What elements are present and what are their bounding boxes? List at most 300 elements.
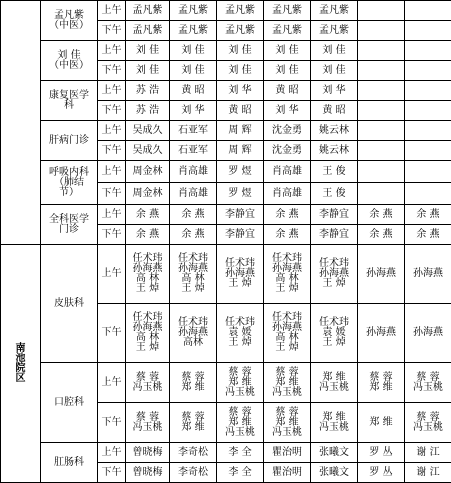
session-label: 上午 — [98, 81, 126, 101]
name-line: 肖高雄 — [264, 167, 310, 177]
name-line: 王 焯 — [217, 338, 263, 348]
doctor-cell — [405, 463, 451, 483]
name-line: 孟凡紫 — [41, 11, 97, 21]
name-line: 苏 浩 — [126, 106, 169, 116]
name-line: 肖高雄 — [170, 189, 216, 199]
doctor-cell — [264, 41, 311, 61]
name-line: 王 焯 — [170, 284, 216, 294]
doctor-cell — [358, 161, 405, 183]
session-label: 上午 — [98, 41, 126, 61]
name-line: 冯玉桃 — [405, 423, 451, 433]
name-line: 刘 佳 — [170, 66, 216, 76]
name-line: 谢 江 — [405, 468, 451, 478]
name-line: 姚云林 — [311, 146, 357, 156]
doctor-cell — [217, 161, 264, 183]
name-line: 孙海燕 — [358, 269, 404, 279]
name-line: 曾晓梅 — [126, 468, 169, 478]
doctor-cell — [217, 141, 264, 161]
name-line: 张曦文 — [311, 468, 357, 478]
name-line: 罗 丛 — [358, 448, 404, 458]
doctor-cell — [217, 183, 264, 205]
schedule-row — [1, 161, 451, 183]
name-line: 黄 昭 — [170, 86, 216, 96]
doctor-cell — [358, 1, 405, 21]
name-line: 孟凡紫 — [126, 26, 169, 36]
doctor-cell — [126, 225, 170, 245]
schedule-row — [1, 1, 451, 21]
name-line: 高 林 — [170, 274, 216, 284]
name-line: 孙海燕 — [405, 328, 451, 338]
name-line: 余 燕 — [405, 230, 451, 240]
name-line: 黄 昭 — [217, 106, 263, 116]
name-line: 刘 华 — [170, 106, 216, 116]
doctor-cell — [170, 205, 217, 225]
name-line: 郑 维 — [311, 373, 357, 383]
name-line: 任术玮 — [217, 259, 263, 269]
name-line: 呼吸内科 — [41, 168, 97, 178]
doctor-cell — [311, 183, 358, 205]
doctor-cell — [405, 41, 451, 61]
department-name — [41, 161, 98, 205]
schedule-row — [1, 81, 451, 101]
session-label: 下午 — [98, 304, 126, 363]
name-line: 王 焯 — [264, 343, 310, 353]
name-line: 余 燕 — [358, 210, 404, 220]
name-line: 冯玉桃 — [311, 383, 357, 393]
doctor-cell — [126, 183, 170, 205]
schedule-row — [1, 41, 451, 61]
doctor-cell — [217, 463, 264, 483]
name-line: 任术玮 — [264, 254, 310, 264]
name-line: （中医） — [41, 61, 97, 71]
name-line: 孙海燕 — [264, 323, 310, 333]
name-line: 刘 华 — [311, 86, 357, 96]
doctor-cell — [264, 183, 311, 205]
department-name — [41, 1, 98, 41]
doctor-cell — [311, 101, 358, 121]
name-line: 高 林 — [264, 274, 310, 284]
name-line: 康复医学 — [41, 91, 97, 101]
doctor-cell — [170, 121, 217, 141]
name-line: 任术玮 — [217, 318, 263, 328]
name-line: 石亚军 — [170, 146, 216, 156]
name-line: 李 全 — [217, 468, 263, 478]
doctor-cell — [170, 21, 217, 41]
session-label: 下午 — [98, 61, 126, 81]
name-line: 瞿治明 — [264, 448, 310, 458]
name-line: 孙海燕 — [170, 328, 216, 338]
doctor-cell — [264, 101, 311, 121]
doctor-cell — [358, 245, 405, 304]
name-line: 李静宜 — [217, 230, 263, 240]
doctor-cell — [405, 81, 451, 101]
name-line: 余 燕 — [405, 210, 451, 220]
name-line: （肺结 — [41, 178, 97, 188]
doctor-cell — [358, 141, 405, 161]
name-line: 蔡 蓉 — [170, 373, 216, 383]
doctor-cell — [358, 121, 405, 141]
doctor-cell — [405, 225, 451, 245]
name-line: 冯玉桃 — [311, 423, 357, 433]
name-line: 蔡 蓉 — [405, 373, 451, 383]
name-line: 余 燕 — [170, 210, 216, 220]
doctor-cell — [217, 403, 264, 443]
name-line: 石亚军 — [170, 126, 216, 136]
name-line: 孙海燕 — [126, 323, 169, 333]
name-line: 孙海燕 — [311, 269, 357, 279]
name-line: 刘 佳 — [126, 66, 169, 76]
campus-blank-cell — [1, 1, 41, 245]
doctor-cell — [358, 101, 405, 121]
name-line: 刘 佳 — [264, 46, 310, 56]
name-line: 肛肠科 — [41, 458, 97, 468]
session-label: 下午 — [98, 21, 126, 41]
doctor-cell — [311, 403, 358, 443]
doctor-cell — [126, 403, 170, 443]
doctor-cell — [264, 161, 311, 183]
session-label: 上午 — [98, 443, 126, 463]
doctor-cell — [358, 363, 405, 403]
doctor-cell — [126, 101, 170, 121]
department-name — [41, 205, 98, 245]
name-line: 曾晓梅 — [126, 448, 169, 458]
doctor-cell — [405, 101, 451, 121]
name-line: 李静宜 — [311, 210, 357, 220]
name-line: 孟凡紫 — [264, 26, 310, 36]
doctor-cell — [217, 81, 264, 101]
doctor-cell — [264, 463, 311, 483]
name-line: 王 焯 — [126, 284, 169, 294]
doctor-cell — [358, 61, 405, 81]
doctor-cell — [311, 463, 358, 483]
name-line: 孙海燕 — [217, 269, 263, 279]
schedule-row — [1, 363, 451, 403]
name-line: 肝病门诊 — [41, 136, 97, 146]
name-line: 蔡 蓉 — [170, 413, 216, 423]
doctor-cell — [126, 141, 170, 161]
doctor-cell — [405, 183, 451, 205]
doctor-cell — [358, 225, 405, 245]
name-line: 沈金勇 — [264, 126, 310, 136]
doctor-cell — [358, 463, 405, 483]
name-line: 蔡 蓉 — [405, 413, 451, 423]
session-label: 下午 — [98, 463, 126, 483]
name-line: 刘 佳 — [311, 46, 357, 56]
doctor-cell — [311, 205, 358, 225]
name-line: 刘 佳 — [170, 46, 216, 56]
name-line: 刘 佳 — [217, 46, 263, 56]
name-line: 孟凡紫 — [311, 6, 357, 16]
doctor-cell — [405, 245, 451, 304]
department-name — [41, 121, 98, 161]
name-line: 郑 维 — [264, 418, 310, 428]
name-line: 周金林 — [126, 189, 169, 199]
doctor-cell — [170, 304, 217, 363]
name-line: 王 焯 — [311, 338, 357, 348]
name-line: 罗 丛 — [358, 468, 404, 478]
doctor-cell — [126, 463, 170, 483]
name-line: 节） — [41, 188, 97, 198]
name-line: 姚云林 — [311, 126, 357, 136]
schedule-row — [1, 205, 451, 225]
name-line: 袁 媛 — [217, 328, 263, 338]
name-line: 王 俊 — [311, 189, 357, 199]
doctor-cell — [311, 81, 358, 101]
name-line: 郑 维 — [170, 383, 216, 393]
doctor-cell — [264, 245, 311, 304]
name-line: 蔡 蓉 — [217, 368, 263, 378]
session-label: 上午 — [98, 1, 126, 21]
name-line: 沈金勇 — [264, 146, 310, 156]
doctor-cell — [405, 161, 451, 183]
doctor-cell — [217, 304, 264, 363]
doctor-cell — [126, 21, 170, 41]
doctor-cell — [264, 403, 311, 443]
name-line: 蔡 蓉 — [126, 373, 169, 383]
doctor-cell — [311, 304, 358, 363]
name-line: 刘 佳 — [217, 66, 263, 76]
doctor-cell — [264, 61, 311, 81]
doctor-cell — [126, 41, 170, 61]
doctor-cell — [264, 121, 311, 141]
name-line: 高 林 — [126, 333, 169, 343]
doctor-cell — [217, 1, 264, 21]
name-line: 孙海燕 — [264, 264, 310, 274]
doctor-cell — [405, 304, 451, 363]
doctor-cell — [217, 61, 264, 81]
name-line: 南 — [1, 344, 40, 354]
name-line: 孙海燕 — [170, 264, 216, 274]
doctor-cell — [405, 21, 451, 41]
name-line: 王 俊 — [311, 167, 357, 177]
doctor-cell — [358, 41, 405, 61]
name-line: 任术玮 — [126, 313, 169, 323]
name-line: 罗 煜 — [217, 189, 263, 199]
session-label: 下午 — [98, 403, 126, 443]
name-line: 蔡 蓉 — [264, 408, 310, 418]
doctor-cell — [358, 205, 405, 225]
session-label: 下午 — [98, 101, 126, 121]
name-line: 刘 佳 — [311, 66, 357, 76]
name-line: 刘 佳 — [264, 66, 310, 76]
session-label: 上午 — [98, 205, 126, 225]
name-line: 孟凡紫 — [217, 26, 263, 36]
name-line: 冯玉桃 — [264, 428, 310, 438]
doctor-cell — [264, 1, 311, 21]
name-line: 冯玉桃 — [126, 423, 169, 433]
name-line: 李静宜 — [311, 230, 357, 240]
name-line: 刘 佳 — [126, 46, 169, 56]
doctor-cell — [264, 81, 311, 101]
name-line: 冯玉桃 — [126, 383, 169, 393]
doctor-cell — [170, 141, 217, 161]
doctor-cell — [217, 363, 264, 403]
doctor-cell — [264, 205, 311, 225]
doctor-cell — [170, 403, 217, 443]
name-line: 周金林 — [126, 167, 169, 177]
name-line: 郑 维 — [217, 418, 263, 428]
doctor-cell — [358, 403, 405, 443]
doctor-cell — [264, 225, 311, 245]
name-line: 冯玉桃 — [264, 388, 310, 398]
department-name — [41, 443, 98, 483]
doctor-cell — [170, 225, 217, 245]
name-line: 余 燕 — [358, 230, 404, 240]
name-line: 冯玉桃 — [217, 388, 263, 398]
name-line: 口腔科 — [41, 398, 97, 408]
name-line: 蔡 蓉 — [217, 408, 263, 418]
doctor-cell — [126, 81, 170, 101]
doctor-cell — [126, 161, 170, 183]
doctor-cell — [170, 245, 217, 304]
name-line: 黄 昭 — [264, 86, 310, 96]
name-line: 瞿治明 — [264, 468, 310, 478]
name-line: 刘 华 — [217, 86, 263, 96]
name-line: 任术玮 — [170, 318, 216, 328]
campus-label — [1, 245, 41, 483]
session-label: 下午 — [98, 141, 126, 161]
name-line: 门诊 — [41, 225, 97, 235]
name-line: 蔡 蓉 — [358, 373, 404, 383]
name-line: 郑 维 — [311, 413, 357, 423]
doctor-cell — [126, 121, 170, 141]
name-line: 孙海燕 — [405, 269, 451, 279]
name-line: 任术玮 — [311, 259, 357, 269]
session-label: 上午 — [98, 121, 126, 141]
doctor-cell — [311, 61, 358, 81]
doctor-cell — [217, 245, 264, 304]
session-label: 下午 — [98, 225, 126, 245]
name-line: 李静宜 — [217, 210, 263, 220]
name-line: 高林 — [170, 338, 216, 348]
doctor-cell — [170, 363, 217, 403]
doctor-cell — [264, 304, 311, 363]
doctor-cell — [405, 61, 451, 81]
doctor-cell — [126, 245, 170, 304]
doctor-cell — [311, 225, 358, 245]
name-line: 黄 昭 — [311, 106, 357, 116]
name-line: 李 全 — [217, 448, 263, 458]
doctor-cell — [311, 21, 358, 41]
name-line: 蔡 蓉 — [126, 413, 169, 423]
doctor-cell — [311, 245, 358, 304]
name-line: 余 燕 — [126, 210, 169, 220]
name-line: 袁 媛 — [311, 328, 357, 338]
doctor-cell — [311, 161, 358, 183]
doctor-cell — [217, 225, 264, 245]
session-label: 上午 — [98, 363, 126, 403]
doctor-cell — [217, 121, 264, 141]
department-name — [41, 245, 98, 363]
name-line: 冯玉桃 — [405, 383, 451, 393]
name-line: 李奇松 — [170, 468, 216, 478]
department-name — [41, 41, 98, 81]
doctor-cell — [311, 121, 358, 141]
name-line: 肖高雄 — [264, 189, 310, 199]
name-line: 罗 煜 — [217, 167, 263, 177]
doctor-cell — [405, 403, 451, 443]
doctor-cell — [126, 304, 170, 363]
name-line: 周 辉 — [217, 126, 263, 136]
name-line: 区 — [1, 374, 40, 384]
name-line: 孟凡紫 — [264, 6, 310, 16]
doctor-cell — [358, 81, 405, 101]
schedule-row — [1, 121, 451, 141]
doctor-cell — [126, 1, 170, 21]
doctor-cell — [311, 41, 358, 61]
name-line: 王 焯 — [217, 279, 263, 289]
doctor-cell — [264, 141, 311, 161]
doctor-cell — [311, 141, 358, 161]
doctor-cell — [405, 141, 451, 161]
doctor-cell — [126, 205, 170, 225]
name-line: 周 辉 — [217, 146, 263, 156]
name-line: 郑 维 — [217, 378, 263, 388]
name-line: 郑 维 — [358, 418, 404, 428]
doctor-cell — [170, 1, 217, 21]
doctor-cell — [217, 205, 264, 225]
doctor-cell — [358, 183, 405, 205]
name-line: 郑 维 — [264, 378, 310, 388]
department-name — [41, 363, 98, 443]
schedule-row — [1, 245, 451, 304]
name-line: 王 焯 — [264, 284, 310, 294]
doctor-cell — [405, 1, 451, 21]
doctor-cell — [405, 205, 451, 225]
name-line: 刘 华 — [264, 106, 310, 116]
doctor-cell — [217, 41, 264, 61]
doctor-cell — [170, 463, 217, 483]
name-line: 孙海燕 — [358, 328, 404, 338]
name-line: 余 燕 — [126, 230, 169, 240]
name-line: 孟凡紫 — [126, 6, 169, 16]
doctor-cell — [217, 101, 264, 121]
session-label: 下午 — [98, 183, 126, 205]
session-label: 上午 — [98, 161, 126, 183]
name-line: 余 燕 — [170, 230, 216, 240]
doctor-cell — [311, 1, 358, 21]
name-line: 全科医学 — [41, 215, 97, 225]
name-line: 孟凡紫 — [170, 26, 216, 36]
name-line: 孟凡紫 — [311, 26, 357, 36]
name-line: 肖高雄 — [170, 167, 216, 177]
name-line: 刘 佳 — [41, 51, 97, 61]
name-line: 余 燕 — [264, 230, 310, 240]
name-line: 张曦文 — [311, 448, 357, 458]
name-line: 吴成久 — [126, 126, 169, 136]
name-line: 高 林 — [126, 274, 169, 284]
doctor-cell — [217, 21, 264, 41]
doctor-cell — [170, 183, 217, 205]
name-line: （中医） — [41, 21, 97, 31]
doctor-cell — [405, 363, 451, 403]
name-line: 冯玉桃 — [217, 428, 263, 438]
doctor-cell — [264, 21, 311, 41]
doctor-cell — [264, 363, 311, 403]
name-line: 蔡 蓉 — [264, 368, 310, 378]
doctor-cell — [126, 61, 170, 81]
name-line: 皮肤科 — [41, 299, 97, 309]
name-line: 科 — [41, 101, 97, 111]
name-line: 任术玮 — [126, 254, 169, 264]
name-line: 王 焯 — [311, 279, 357, 289]
name-line: 苏 浩 — [126, 86, 169, 96]
doctor-cell — [170, 41, 217, 61]
doctor-cell — [126, 363, 170, 403]
name-line: 王 焯 — [126, 343, 169, 353]
name-line: 郑 维 — [358, 383, 404, 393]
doctor-cell — [170, 81, 217, 101]
